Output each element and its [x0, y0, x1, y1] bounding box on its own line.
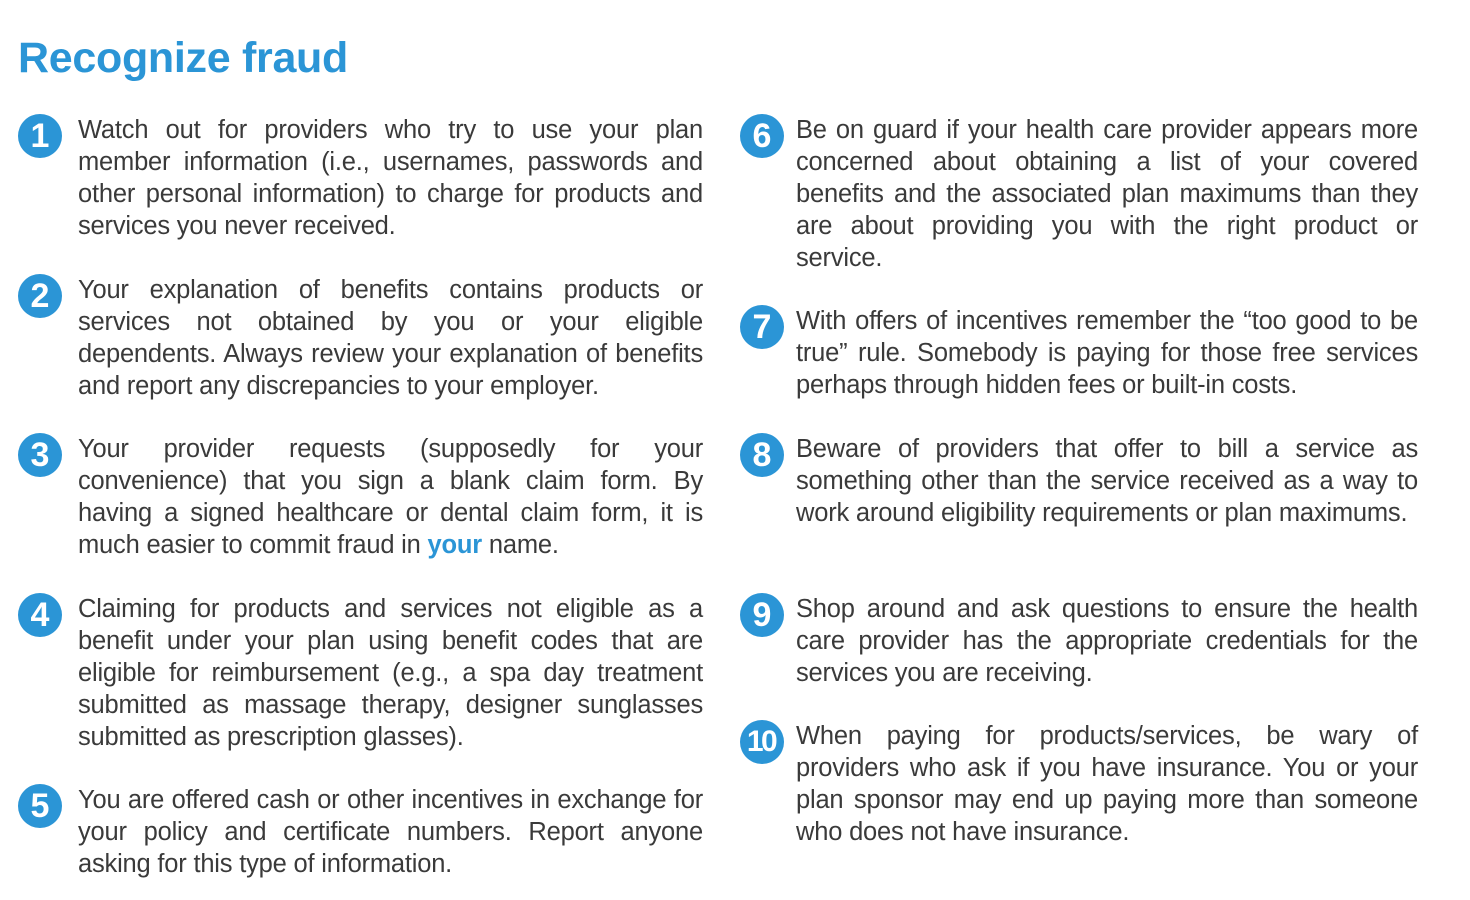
- item-text-8: Beware of providers that offer to bill a service as something other than the service received as a way to work around eligibility requirements or plan maximums.: [796, 435, 1418, 527]
- number-badge-2: 2: [18, 274, 62, 318]
- number-badge-9: 9: [740, 593, 784, 637]
- number-badge-7: 7: [740, 305, 784, 349]
- item-text-9: Shop around and ask questions to ensure the health care provider has the appropriate credentials for the services you are receiving.: [796, 595, 1418, 687]
- item-text-2: Your explanation of benefits contains products or services not obtained by you or your eligible dependents. Always review your explanation of benefits and report any discrepancies to your employer.: [78, 276, 703, 400]
- number-badge-6: 6: [740, 114, 784, 158]
- item-text-3-before: Your provider requests (supposedly for your convenience) that you sign a blank claim form. By having a signed healthcare or dental claim form, it is much easier to commit fraud in: [78, 435, 703, 559]
- number-badge-5: 5: [18, 784, 62, 828]
- number-badge-4: 4: [18, 593, 62, 637]
- number-badge-1: 1: [18, 114, 62, 158]
- item-text-4: Claiming for products and services not eligible as a benefit under your plan using benefit codes that are eligible for reimbursement (e.g., a spa day treatment submitted as massage therapy, designer sunglasses submitted as prescription glasses).: [78, 595, 703, 751]
- item-text-3: [78, 434, 703, 562]
- number-badge-8: 8: [740, 433, 784, 477]
- number-badge-3: 3: [18, 433, 62, 477]
- page-title: Recognize fraud: [18, 34, 348, 82]
- item-text-6: Be on guard if your health care provider appears more concerned about obtaining a list of your covered benefits and the associated plan maximums than they are about providing you with the right product or service.: [796, 116, 1418, 272]
- number-badge-10: 10: [740, 720, 784, 764]
- item-text-10: When paying for products/services, be wary of providers who ask if you have insurance. You or your plan sponsor may end up paying more than someone who does not have insurance.: [796, 722, 1418, 846]
- item-text-7: With offers of incentives remember the “too good to be true” rule. Somebody is paying for those free services perhaps through hidden fees or built-in costs.: [796, 307, 1418, 399]
- emphasis-your: your: [427, 530, 482, 559]
- item-text-5: You are offered cash or other incentives in exchange for your policy and certificate numbers. Report anyone asking for this type of information.: [78, 786, 703, 878]
- item-text-1: Watch out for providers who try to use your plan member information (i.e., usernames, passwords and other personal information) to charge for products and services you never received.: [78, 116, 703, 240]
- item-text-3-after: name.: [482, 530, 559, 559]
